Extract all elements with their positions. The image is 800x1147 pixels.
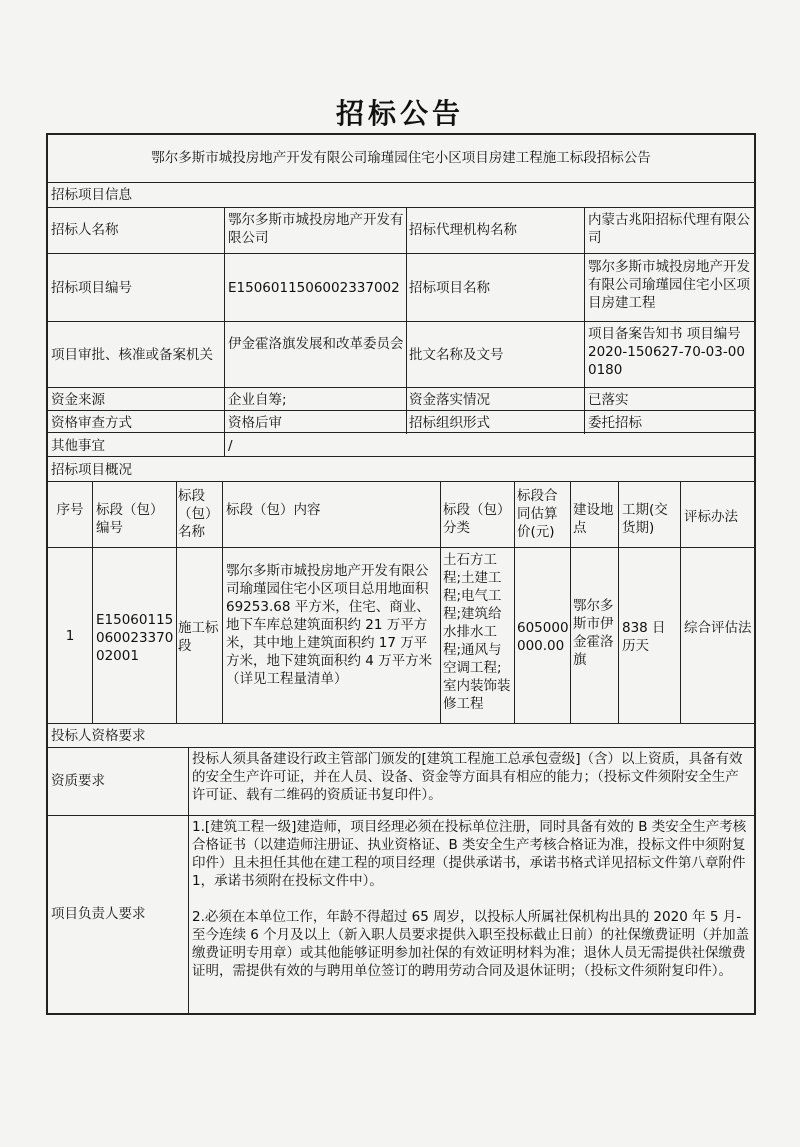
header-content: 标段（包）内容: [226, 502, 321, 518]
project-no-value: E1506011506002337002: [228, 280, 400, 296]
rule: [48, 182, 754, 183]
rule: [570, 481, 571, 723]
rule: [48, 815, 754, 816]
approval-doc-label: 批文名称及文号: [409, 347, 504, 363]
agency-value: 内蒙古兆阳招标代理有限公司: [588, 212, 750, 246]
rule: [48, 547, 754, 548]
manager-p2: 2.必须在本单位工作，年龄不得超过 65 周岁，以投标人所属社保机构出具的 2020 年 5 月-至今连续 6 个月及以上（新入职人员要求提供入职至投标截止日前）的社保缴费证明（并加盖缴费证明专用章）或其他能够证明参加社保的有效证明材料为准；退休人员无需提供社保缴费证明，需提供有效的与聘用单位签订的聘用劳动合同及退休证明；（投标文件须附复印件）。: [192, 909, 750, 979]
rule: [176, 481, 177, 723]
approval-org-label: 项目审批、核准或备案机关: [51, 347, 213, 363]
other-label: 其他事宜: [51, 438, 105, 454]
org-form-label: 招标组织形式: [409, 415, 490, 431]
document-title: 招标公告: [335, 97, 464, 130]
rule: [48, 456, 754, 457]
row-method: 综合评估法: [684, 620, 752, 636]
row-seq: 1: [65, 628, 75, 644]
fund-source-label: 资金来源: [51, 392, 105, 408]
row-location: 鄂尔多斯市伊金霍洛旗: [573, 598, 614, 668]
rule: [48, 432, 754, 433]
approval-org-value: 伊金霍洛旗发展和改革委员会: [228, 336, 404, 352]
qual-method-value: 资格后审: [228, 415, 282, 431]
qual-label: 资质要求: [51, 773, 105, 789]
rule: [48, 387, 754, 388]
section-overview: 招标项目概况: [51, 462, 132, 478]
rule: [48, 747, 754, 748]
tenderer-value: 鄂尔多斯市城投房地产开发有限公司: [228, 212, 404, 246]
rule: [48, 410, 754, 411]
rule: [48, 723, 754, 724]
rule: [222, 481, 223, 723]
rule: [440, 481, 441, 723]
rule: [48, 321, 754, 322]
section-project-info: 招标项目信息: [51, 187, 132, 203]
rule: [92, 481, 93, 723]
header-section-no: 标段（包）编号: [96, 502, 164, 536]
fund-status-value: 已落实: [588, 392, 629, 408]
header-section-name: 标段（包）名称: [178, 488, 219, 540]
rule: [188, 747, 189, 1015]
header-category: 标段（包）分类: [443, 502, 511, 536]
header-seq: 序号: [56, 502, 84, 518]
qual-value: 投标人须具备建设行政主管部门颁发的[建筑工程施工总承包壹级]（含）以上资质，具备有效的安全生产许可证，并在人员、设备、资金等方面具有相应的能力；（投标文件须附安全生产许可证、载有二维码的资质证书复印件）。: [192, 751, 743, 803]
project-name-label: 招标项目名称: [409, 280, 490, 296]
rule: [48, 207, 754, 208]
rule: [406, 207, 407, 434]
row-section-name: 施工标段: [178, 620, 219, 654]
other-value: /: [228, 438, 233, 454]
fund-source-value: 企业自筹;: [228, 392, 287, 408]
row-price: 605000000.00: [517, 620, 569, 654]
manager-p1: 1.[建筑工程一级]建造师，项目经理必须在投标单位注册，同时具备有效的 B 类安全生产考核合格证书（以建造师注册证、执业资格证、B 类安全生产考核合格证为准，投标文件中须附复印件）且未担任其他在建工程的项目经理（提供承诺书，承诺书格式详见招标文件第八章附件 1，承诺书须附在投标文件中）。: [192, 819, 747, 889]
rule: [514, 481, 515, 723]
rule: [48, 253, 754, 254]
org-form-value: 委托招标: [588, 415, 642, 431]
fund-status-label: 资金落实情况: [409, 392, 490, 408]
qual-method-label: 资格审查方式: [51, 415, 132, 431]
header-price: 标段合同估算价(元): [517, 488, 558, 540]
rule: [224, 207, 225, 456]
row-period: 838 日历天: [622, 620, 666, 654]
rule: [48, 481, 754, 482]
header-method: 评标办法: [684, 509, 738, 525]
agency-label: 招标代理机构名称: [409, 222, 517, 238]
header-period: 工期(交货期): [622, 502, 668, 536]
notice-heading: 鄂尔多斯市城投房地产开发有限公司瑜瑾园住宅小区项目房建工程施工标段招标公告: [151, 150, 651, 166]
header-location: 建设地点: [573, 502, 614, 536]
row-content: 鄂尔多斯市城投房地产开发有限公司瑜瑾园住宅小区项目总用地面积 69253.68 平方米，住宅、商业、地下车库总建筑面积约 21 万平方米，其中地上建筑面积约 17 万平方米，地下建筑面积约 4 万平方米（详见工程量清单）: [226, 563, 433, 687]
approval-doc-value: 项目备案告知书 项目编号 2020-150627-70-03-000180: [588, 326, 745, 378]
row-category: 土石方工程;土建工程;电气工程;建筑给水排水工程;通风与空调工程;室内装饰装修工程: [443, 552, 511, 712]
row-section-no: E1506011506002337002001: [96, 612, 174, 664]
project-no-label: 招标项目编号: [51, 280, 132, 296]
section-bidder: 投标人资格要求: [51, 728, 146, 744]
tenderer-label: 招标人名称: [51, 222, 119, 238]
project-name-value: 鄂尔多斯市城投房地产开发有限公司瑜瑾园住宅小区项目房建工程: [588, 259, 750, 311]
rule: [680, 481, 681, 723]
rule: [618, 481, 619, 723]
notice-table: [46, 133, 756, 1015]
manager-label: 项目负责人要求: [51, 906, 146, 922]
rule: [584, 207, 585, 434]
